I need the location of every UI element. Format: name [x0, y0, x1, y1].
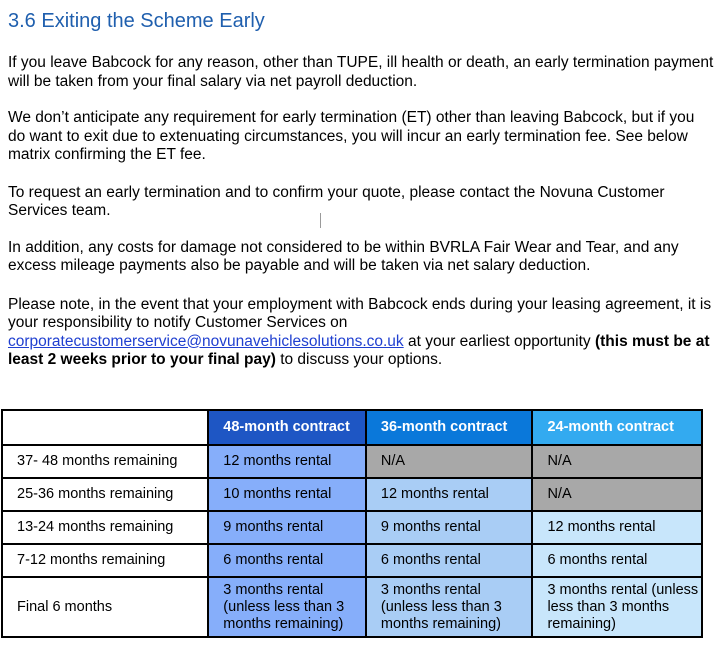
- cell-24-month: 3 months rental (unless less than 3 months remaining): [532, 577, 702, 637]
- row-label: 7-12 months remaining: [2, 544, 208, 577]
- table-row: [2, 544, 702, 577]
- table-row: [2, 511, 702, 544]
- table-row: [2, 577, 702, 637]
- notice-deadline-text: (this must be at least 2 weeks prior to your final pay): [8, 332, 710, 368]
- cell-24-month: 6 months rental: [532, 544, 702, 577]
- header-48-month-contract: 48-month contract: [208, 410, 366, 445]
- text-cursor-icon: [320, 213, 321, 228]
- row-label: Final 6 months: [2, 577, 208, 637]
- paragraph-notify-customer-services: [8, 296, 714, 370]
- cell-36-month: 6 months rental: [366, 544, 533, 577]
- header-36-month-contract: 36-month contract: [366, 410, 533, 445]
- table-corner-cell: [2, 410, 208, 445]
- cell-36-month: 12 months rental: [366, 478, 533, 511]
- row-label: 25-36 months remaining: [2, 478, 208, 511]
- notice-text-start: Please note, in the event that your employment with Babcock ends during your leasing agreement, it is your responsibility to notify Customer Services on: [8, 295, 712, 331]
- cell-48-month: 3 months rental (unless less than 3 months remaining): [208, 577, 366, 637]
- cell-24-month: N/A: [532, 445, 702, 478]
- cell-36-month: 3 months rental (unless less than 3 months remaining): [366, 577, 533, 637]
- row-label: 13-24 months remaining: [2, 511, 208, 544]
- cell-36-month: 9 months rental: [366, 511, 533, 544]
- paragraph-et-fee: We don’t anticipate any requirement for early termination (ET) other than leaving Babcock, but if you do want to exit due to extenuating circumstances, you will incur an early termination fee. See below matrix confirming the ET fee.: [8, 109, 695, 163]
- cell-48-month: 10 months rental: [208, 478, 366, 511]
- paragraph-additional-costs: In addition, any costs for damage not considered to be within BVRLA Fair Wear and Tear, and any excess mileage payments also be payable and will be taken via net salary deduction.: [8, 238, 679, 274]
- cell-48-month: 12 months rental: [208, 445, 366, 478]
- notice-text-end: to discuss your options.: [275, 351, 443, 368]
- section-title: 3.6 Exiting the Scheme Early: [8, 10, 265, 32]
- table-header-row: [2, 410, 702, 445]
- header-24-month-contract: 24-month contract: [532, 410, 702, 445]
- paragraph-early-termination-payment: If you leave Babcock for any reason, other than TUPE, ill health or death, an early termination payment will be taken from your final salary via net payroll deduction.: [8, 54, 714, 90]
- cell-24-month: N/A: [532, 478, 702, 511]
- paragraph-request-quote: To request an early termination and to confirm your quote, please contact the Novuna Customer Services team.: [8, 183, 665, 219]
- notice-text-middle: at your earliest opportunity: [403, 332, 595, 350]
- cell-48-month: 9 months rental: [208, 511, 366, 544]
- table-row: [2, 478, 702, 511]
- cell-36-month: N/A: [366, 445, 533, 478]
- document-page: [8, 0, 714, 370]
- customer-service-email-link[interactable]: corporatecustomerservice@novunavehiclesolutions.co.uk: [8, 332, 404, 350]
- early-termination-fee-table: [1, 409, 703, 638]
- cell-24-month: 12 months rental: [532, 511, 702, 544]
- row-label: 37- 48 months remaining: [2, 445, 208, 478]
- cell-48-month: 6 months rental: [208, 544, 366, 577]
- table-row: [2, 445, 702, 478]
